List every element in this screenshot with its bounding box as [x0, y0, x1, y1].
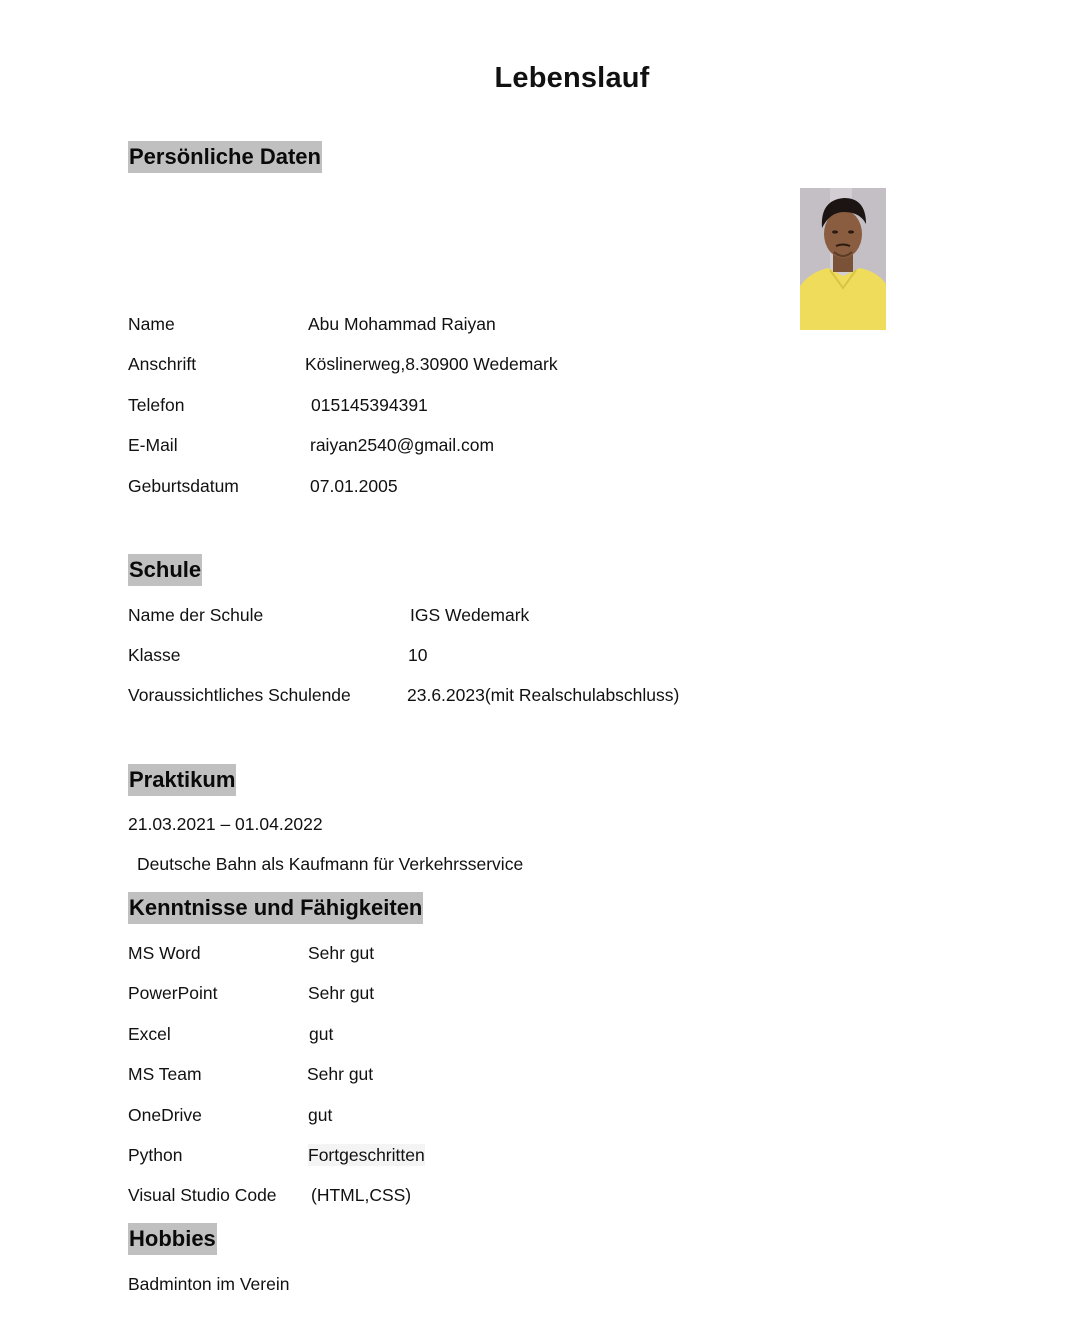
field-label: Anschrift [128, 354, 197, 374]
section-heading-hobbies: Hobbies [128, 1223, 217, 1255]
skill-label: MS Word [128, 943, 201, 963]
skill-label: Visual Studio Code [128, 1185, 277, 1205]
skill-level: Fortgeschritten [308, 1145, 425, 1165]
skill-level: gut [309, 1024, 334, 1044]
skill-level: Sehr gut [308, 983, 375, 1003]
document-title: Lebenslauf [494, 62, 650, 94]
field-label: Voraussichtliches Schulende [128, 685, 351, 705]
field-value: 23.6.2023(mit Realschulabschluss) [407, 685, 680, 705]
skill-label: Excel [128, 1024, 171, 1044]
section-heading-internship: Praktikum [128, 764, 236, 796]
field-value: 07.01.2005 [310, 476, 398, 496]
field-label: E-Mail [128, 435, 178, 455]
portrait-image-icon [800, 188, 886, 330]
skill-label: MS Team [128, 1064, 202, 1084]
field-label: Name [128, 314, 175, 334]
section-heading-skills: Kenntnisse und Fähigkeiten [128, 892, 423, 924]
field-label: Klasse [128, 645, 181, 665]
skill-level: (HTML,CSS) [311, 1185, 412, 1205]
skill-level: gut [308, 1105, 333, 1125]
field-value: raiyan2540@gmail.com [310, 435, 495, 455]
skill-label: PowerPoint [128, 983, 218, 1003]
skill-level: Sehr gut [307, 1064, 374, 1084]
section-heading-personal: Persönliche Daten [128, 141, 322, 173]
field-value: Köslinerweg,8.30900 Wedemark [305, 354, 558, 374]
internship-period-text: 21.03.2021 – 01.04.2022 [128, 814, 323, 834]
section-heading-school: Schule [128, 554, 202, 586]
skill-label: OneDrive [128, 1105, 202, 1125]
field-value: 10 [408, 645, 428, 665]
portrait-photo [800, 188, 886, 330]
skill-level: Sehr gut [308, 943, 375, 963]
field-label: Name der Schule [128, 605, 264, 625]
field-label: Telefon [128, 395, 185, 415]
internship-description-text: Deutsche Bahn als Kaufmann für Verkehrsservice [137, 854, 524, 874]
hobby-text: Badminton im Verein [128, 1274, 290, 1294]
field-value: IGS Wedemark [410, 605, 530, 625]
skill-label: Python [128, 1145, 183, 1165]
field-value: 015145394391 [311, 395, 428, 415]
field-label: Geburtsdatum [128, 476, 239, 496]
field-value: Abu Mohammad Raiyan [308, 314, 496, 334]
